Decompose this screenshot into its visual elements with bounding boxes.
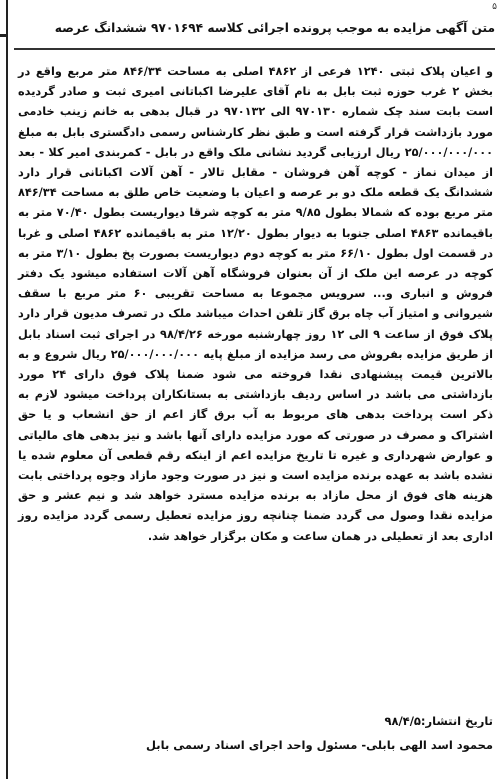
signature-line: محمود اسد الهی بابلی- مسئول واحد اجرای اسناد رسمی بابل [146,738,493,752]
publish-date-colon: : [420,714,426,728]
publish-date-value: ۹۸/۴/۵ [384,714,421,728]
title-separator [14,48,495,50]
notice-body: و اعیان پلاک ثبتی ۱۲۴۰ فرعی از ۴۸۶۲ اصلی به مساحت ۸۴۶/۳۴ متر مربع واقع در بخش ۲ غرب حوزه ثبت بابل به نام آقای علیرضا اکباتانی امیری ثبت و صادر گردیده است بابت سند چک شماره ۹۷۰۱۳۰ الی ۹۷۰۱۳۲ در قبال بدهی به خانم زینب خادمی مورد بازداشت قرار گرفته است و طبق نظر کارشناس رسمی دادگستری بابل به مبلغ ۲۵/۰۰۰/۰۰۰/۰۰۰ ریال ارزیابی گردید نشانی ملک واقع در بابل - کمربندی امیر کلا - بعد از میدان نماز - کوچه آهن فروشان - مقابل تالار - آهن آلات اکباتانی قرار دارد ششدانگ یک قطعه ملک دو بر عرصه و اعیان با وضعیت خاص طلق به مساحت ۸۴۶/۳۴ متر مربع بوده که شمالا بطول ۹/۸۵ متر به کوچه شرقا دیواریست بطول ۷۰/۴۰ متر به باقیمانده ۴۸۶۳ اصلی جنوبا به دیوار بطول ۱۲/۲۰ متر به باقیمانده ۴۸۶۲ اصلی و غربا در قسمت اول بطول ۶۶/۱۰ متر به کوچه دوم دیواریست بصورت پخ بطول ۳/۱۰ متر به کوچه در عرصه این ملک از آن بعنوان فروشگاه آهن آلات استفاده میشود یک دفتر فروش و انباری و... سرویس مجموعا به مساحت تقریبی ۶۰ متر مربع با سقف شیروانی و امتیاز آب چاه برق گاز تلفن احداث میباشد ملک در تصرف مدیون قرار دارد پلاک فوق از ساعت ۹ الی ۱۲ روز چهارشنبه مورخه ۹۸/۴/۲۶ در اجرای ثبت اسناد بابل از طریق مزایده بفروش می رسد مزایده از مبلغ پایه ۲۵/۰۰۰/۰۰۰/۰۰۰ ریال شروع و به بالاترین قیمت پیشنهادی نقدا فروخته می شود ضمنا پلاک فوق دارای ۲۴ مورد بازداشتی می باشد در اساس ردیف بازداشتی به بستانکاران پرداخت میشود لازم به ذکر است پرداخت بدهی های مربوط به آب برق گاز اعم از حق انشعاب و یا حق اشتراک و مصرف در صورتی که مورد مزایده دارای آنها باشد و نیز بدهی های مالیاتی و عوارض شهرداری و غیره تا تاریخ مزایده اعم از اینکه رقم قطعی آن معلوم شده یا نشده باشد به عهده برنده مزایده است و نیز در صورت وجود مازاد وجوه پرداختی بابت هزینه های فوق از محل مازاد به برنده مزایده مسترد خواهد شد و نیم عشر و حق مزایده نقدا وصول می گردد ضمنا چنانچه روز مزایده تعطیل رسمی گردد مزایده روز اداری بعد از تعطیلی در همان ساعت و مکان برگزار خواهد شد. [18,65,494,543]
left-margin-rule [6,0,8,779]
page-number: ۵ [492,2,497,12]
notice-title: متن آگهی مزایده به موجب پرونده اجرائی کلاسه ۹۷۰۱۶۹۴ ششدانگ عرصه [54,21,495,35]
publish-date-line [18,712,493,730]
left-margin-tick [0,34,8,37]
publish-date-label: تاریخ انتشار [425,714,493,728]
